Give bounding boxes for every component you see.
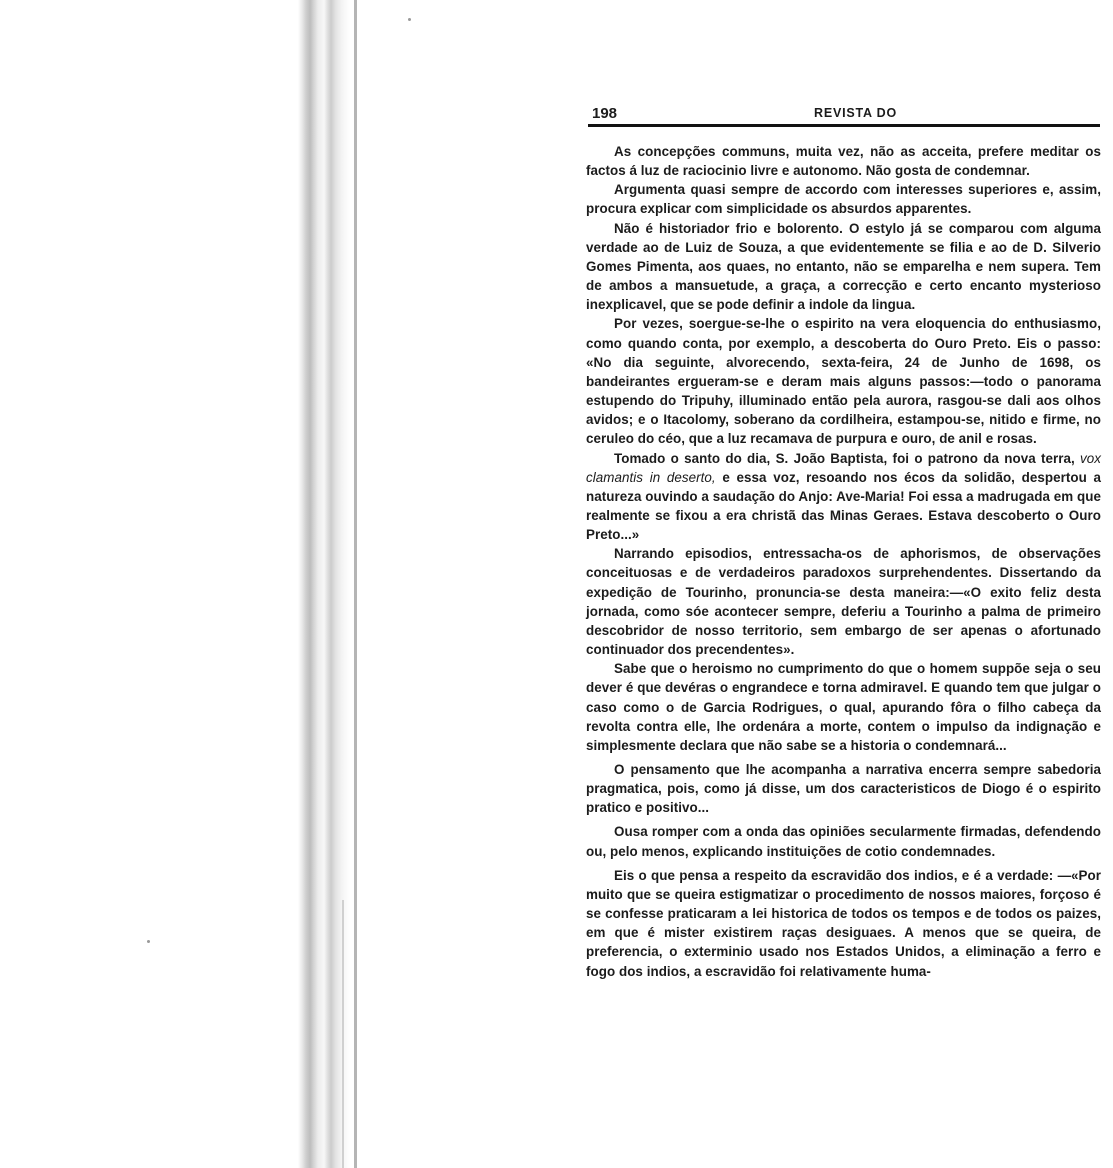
paragraph: Narrando episodios, entressacha-os de aphorismos, de observações conceituosas e de verdadeiros paradoxos surprehendentes. Dissertando da expedição de Tourinho, pronuncia-se desta maneira:—«O exito feliz desta jornada, como sóe acontecer sempre, deferiu a Tourinho a palma de primeiro descobridor de nosso territorio, sem embargo de ser apenas o afortunado continuador dos precendentes». <box>586 546 1101 658</box>
paragraph: Sabe que o heroismo no cumprimento do que o homem suppõe seja o seu dever é que devéras o engrandece e torna admiravel. E quando tem que julgar o caso como o de Garcia Rodrigues, o qual, apurando fôra o filho cabeça da revolta contra elle, lhe ordenára a morte, contem o impulso da indignação e simplesmente declara que não sabe se a historia o condemnará... <box>586 661 1101 753</box>
paragraph: Não é historiador frio e bolorento. O estylo já se comparou com alguma verdade ao de Luiz de Souza, a que evidentemente se filia e ao de D. Silverio Gomes Pimenta, aos quaes, no entanto, não se emparelha e nem supera. Tem de ambos a mansuetude, a graça, a correcção e certo encanto mysterioso inexplicavel, que se pode definir a indole da lingua. <box>586 220 1101 313</box>
paragraph: Eis o que pensa a respeito da escravidão dos indios, e é a verdade: —«Por muito que se queira estigmatizar o procedimento de nossos maiores, forçoso é se confesse praticaram a lei historica de todos os tempos e de todos os paizes, em que é mister existirem raças desiguaes. A menos que se queira, de preferencia, o exterminio usado nos Estados Unidos, a eliminação a ferro e fogo dos indios, a escravidão foi relativamente huma- <box>586 867 1101 979</box>
binding-edge-line-lower <box>342 900 344 1168</box>
latin-quote: vox clamantis in deserto, <box>586 450 1101 485</box>
paragraph: Por vezes, soergue-se-lhe o espirito na vera eloquencia do enthusiasmo, como quando conta, por exemplo, a descoberta do Ouro Preto. Eis o passo: «No dia seguinte, alvorecendo, sexta-feira, 24 de Junho de 1698, os bandeirantes ergueram-se e deram mais alguns passos:—todo o panorama estupendo do Tripuhy, illuminado então pela aurora, rasgou-se dali aos olhos avidos; e o Itacolomy, soberano da cordilheira, estampou-se, nitido e firme, no ceruleo do céo, que a luz recamava de purpura e ouro, de anil e rosas. <box>586 316 1101 447</box>
binding-edge-line <box>354 0 357 1168</box>
paragraph-text: Tomado o santo do dia, S. João Baptista, foi o patrono da nova terra, <box>614 450 1080 466</box>
body-text <box>586 142 1101 981</box>
header-rule <box>588 124 1100 127</box>
paragraph: Ousa romper com a onda das opiniões secularmente firmadas, defendendo ou, pelo menos, explicando instituições de cotio condemnades. <box>586 824 1101 859</box>
scan-speck <box>408 18 411 21</box>
scan-speck <box>147 940 150 943</box>
binding-gutter-shadow <box>298 0 358 1168</box>
paragraph: O pensamento que lhe acompanha a narrativa encerra sempre sabedoria pragmatica, pois, como já disse, um dos caracteristicos de Diogo é o espirito pratico e positivo... <box>586 762 1101 816</box>
paragraph-text: e essa voz, resoando nos écos da solidão, despertou a natureza ouvindo a saudação do Anjo: Ave-Maria! Foi essa a madrugada em que realmente se fixou a era christã das Minas Geraes. Estava descoberto o Ouro Preto...» <box>586 469 1101 543</box>
paragraph: As concepções communs, muita vez, não as acceita, prefere meditar os factos á luz de raciocinio livre e autonomo. Não gosta de condemnar. <box>586 144 1101 179</box>
page-number: 198 <box>592 105 618 122</box>
paragraph <box>586 449 1101 545</box>
running-title: REVISTA DO <box>814 106 898 120</box>
paragraph: Argumenta quasi sempre de accordo com interesses superiores e, assim, procura explicar com simplicidade os absurdos apparentes. <box>586 182 1101 217</box>
